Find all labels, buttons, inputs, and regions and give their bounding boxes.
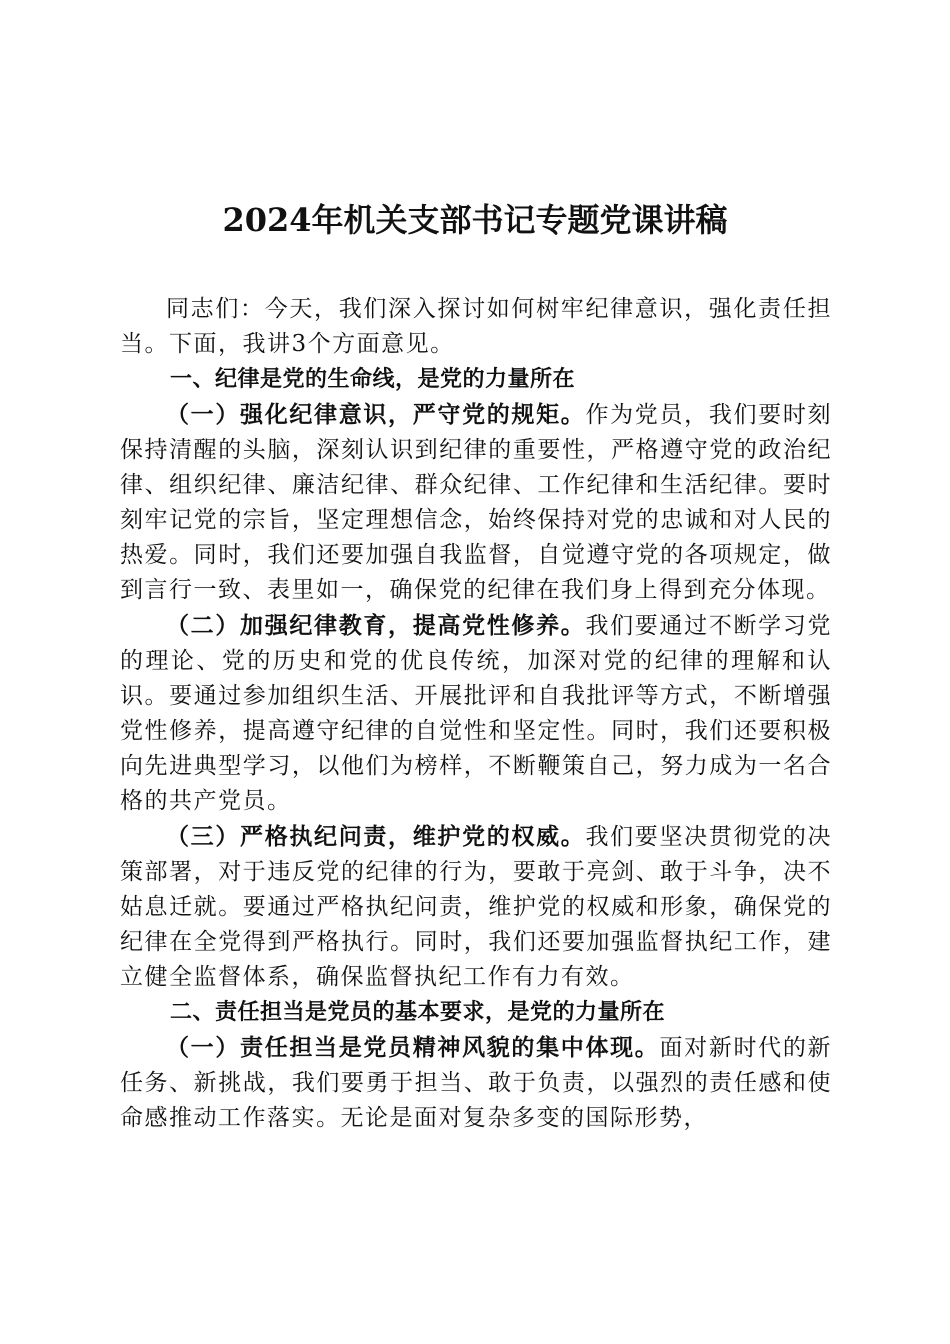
section-1-paragraph-3 (120, 819, 832, 995)
paragraph-body: 作为党员，我们要时刻保持清醒的头脑，深刻认识到纪律的重要性，严格遵守党的政治纪律、组织纪律、廉洁纪律、群众纪律、工作纪律和生活纪律。要时刻牢记党的宗旨，坚定理想信念，始终保持对党的忠诚和对人民的热爱。同时，我们还要加强自我监督，自觉遵守党的各项规定，做到言行一致、表里如一，确保党的纪律在我们身上得到充分体现。 (120, 402, 833, 603)
paragraph-lead: （一）强化纪律意识，严守党的规矩。 (166, 401, 586, 428)
intro-paragraph: 同志们：今天，我们深入探讨如何树牢纪律意识，强化责任担当。下面，我讲3个方面意见。 (120, 296, 832, 357)
section-1-paragraph-1 (120, 397, 832, 608)
paragraph-body: 面对新时代的新任务、新挑战，我们要勇于担当、敢于负责，以强烈的责任感和使命感推动工作落实。无论是面对复杂多变的国际形势， (120, 1035, 833, 1131)
paragraph-lead: （二）加强纪律教育，提高党性修养。 (166, 612, 586, 639)
section-2-paragraph-1 (120, 1030, 832, 1136)
paragraph-body: 我们要通过不断学习党的理论、党的历史和党的优良传统，加深对党的纪律的理解和认识。要通过参加组织生活、开展批评和自我批评等方式，不断增强党性修养，提高遵守纪律的自觉性和坚定性。同时，我们还要积极向先进典型学习，以他们为榜样，不断鞭策自己，努力成为一名合格的共产党员。 (120, 613, 833, 814)
document-body (120, 292, 832, 1136)
document-title: 2024年机关支部书记专题党课讲稿 (222, 201, 728, 239)
section-2-heading: 二、责任担当是党员的基本要求，是党的力量所在 (170, 1000, 666, 1025)
section-1-heading: 一、纪律是党的生命线，是党的力量所在 (170, 367, 576, 392)
paragraph-lead: （一）责任担当是党员精神风貌的集中体现。 (166, 1034, 660, 1061)
paragraph-body: 我们要坚决贯彻党的决策部署，对于违反党的纪律的行为，要敢于亮剑、敢于斗争，决不姑息迁就。要通过严格执纪问责，维护党的权威和形象，确保党的纪律在全党得到严格执行。同时，我们还要加强监督执纪工作，建立健全监督体系，确保监督执纪工作有力有效。 (120, 824, 833, 990)
section-1-paragraph-2 (120, 608, 832, 819)
paragraph-lead: （三）严格执纪问责，维护党的权威。 (166, 823, 586, 850)
